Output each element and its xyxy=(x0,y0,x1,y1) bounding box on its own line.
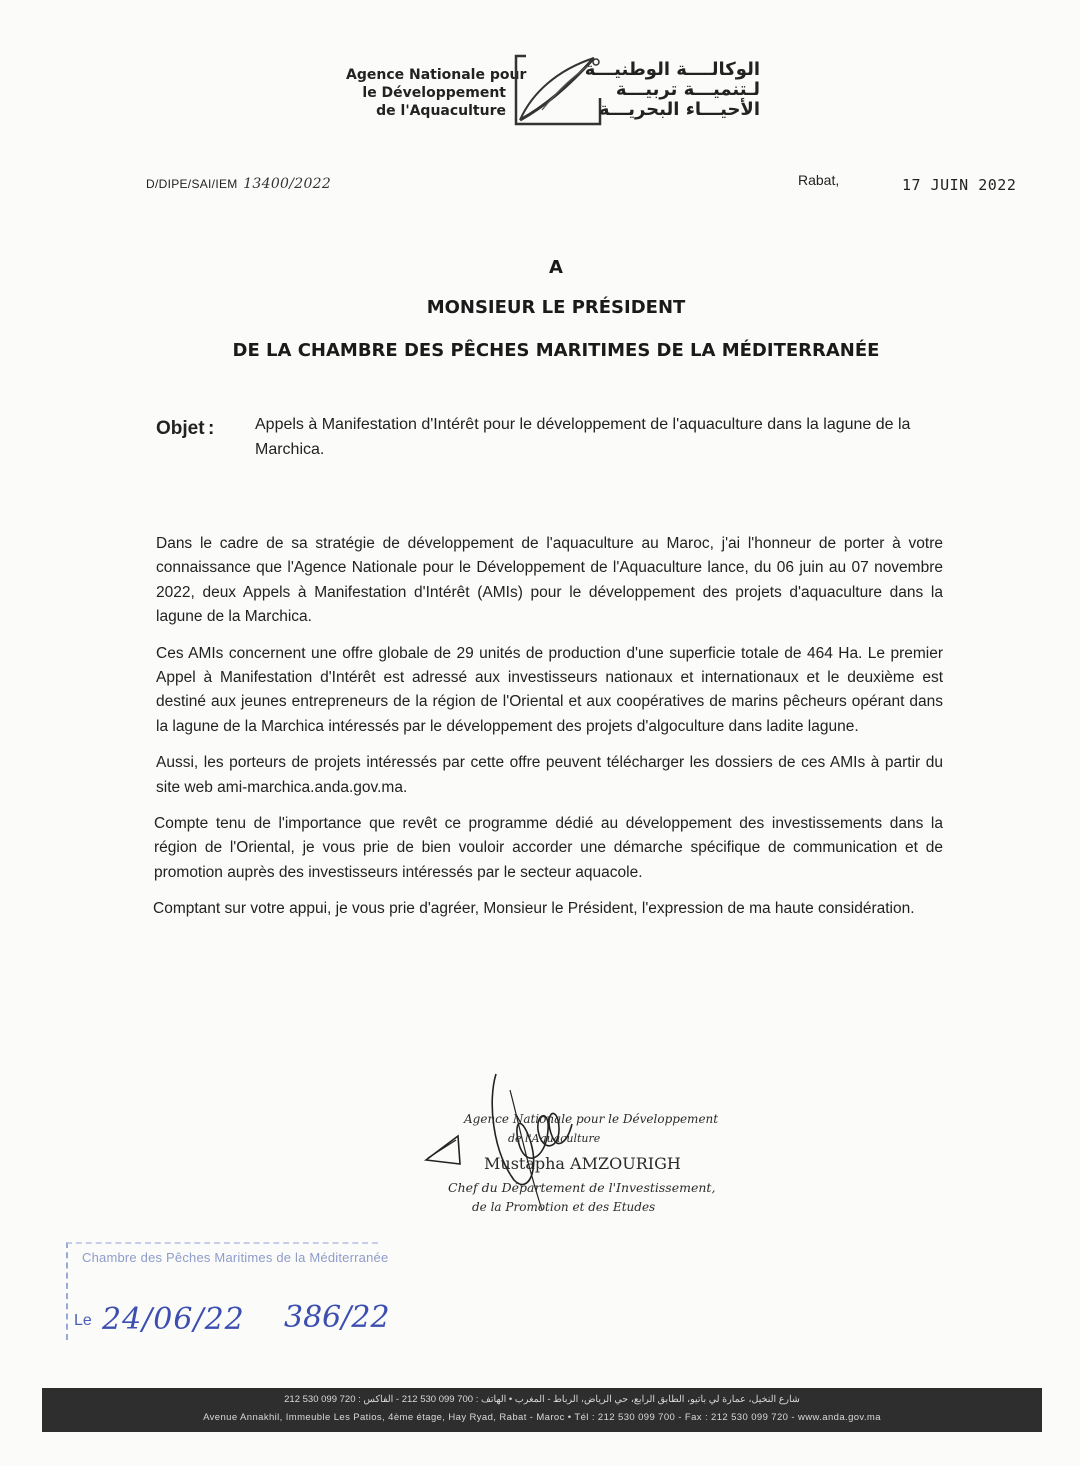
reference-number: 13400/2022 xyxy=(243,176,332,192)
objet-label: Objet xyxy=(156,418,205,439)
objet-text: Appels à Manifestation d'Intérêt pour le développement de l'aquaculture dans la lagune de la Marchica. xyxy=(255,416,911,458)
org-ar-line: الوكالــــة الوطنيـــة xyxy=(584,59,760,80)
body-paragraph: Comptant sur votre appui, je vous prie d'agréer, Monsieur le Président, l'expression de ma haute considération. xyxy=(153,900,915,918)
org-name-ar xyxy=(584,59,760,120)
objet-colon: : xyxy=(208,418,215,439)
date-stamp: 17 JUIN 2022 xyxy=(902,176,1017,194)
signature-agency: Agence Nationale pour le Développement xyxy=(464,1112,719,1126)
body-paragraph: Compte tenu de l'importance que revêt ce programme dédié au développement des investissements dans la région de l'Oriental, je vous prie de bien vouloir accorder une démarche spécifique de communication et de promotion auprès des investisseurs intéressés par le secteur aquacole. xyxy=(154,815,943,881)
addressee-a: A xyxy=(549,257,563,278)
reference-code: D/DIPE/SAI/IEM xyxy=(146,177,238,191)
signature-block xyxy=(418,1060,718,1225)
footer-address-ar: شارع النخيل، عمارة لي باتيو، الطابق الرابع، حي الرياض، الرباط - المغرب • الهاتف : 700 099 530 212 - الفاكس : 720 099 530 212 xyxy=(284,1394,800,1405)
org-fr-line: le Développement xyxy=(362,85,506,101)
addressee-line2: DE LA CHAMBRE DES PÊCHES MARITIMES DE LA MÉDITERRANÉE xyxy=(232,340,880,361)
signatory-name: Mustapha AMZOURIGH xyxy=(484,1154,681,1173)
signature-agency-2: de l'Aquaculture xyxy=(508,1132,601,1145)
reference xyxy=(146,176,331,192)
place: Rabat, xyxy=(798,172,840,188)
addressee-line1: MONSIEUR LE PRÉSIDENT xyxy=(426,297,686,318)
org-ar-line: لـتنميـــة تربيـــة xyxy=(615,79,760,100)
body-paragraph: Dans le cadre de sa stratégie de développement de l'aquaculture au Maroc, j'ai l'honneur de porter à votre connaissance que l'Agence Nationale pour le Développement de l'Aquaculture lance, du 06 juin au 07 novembre 2022, deux Appels à Manifestation d'Intérêt (AMIs) pour le développement des projets d'aquaculture dans la lagune de la Marchica. xyxy=(156,535,943,626)
signatory-title-2: de la Promotion et des Etudes xyxy=(472,1200,656,1214)
body-paragraph: Ces AMIs concernent une offre globale de 29 unités de production d'une superficie totale de 464 Ha. Le premier Appel à Manifestation d'Intérêt est adressé aux investisseurs nationaux et internationaux et le deuxième est destiné aux jeunes entrepreneurs de la région de l'Oriental et aux coopératives de marins pêcheurs opérant dans la lagune de la Marchica intéressés par le développement des projets d'algoculture dans ladite lagune. xyxy=(156,644,943,735)
body-paragraph: Aussi, les porteurs de projets intéressés par cette offre peuvent télécharger les dossiers de ces AMIs à partir du site web ami-marchica.anda.gov.ma. xyxy=(156,754,943,796)
org-ar-line: الأحيـــاء البحريـــة xyxy=(598,99,760,120)
org-name-fr xyxy=(346,66,527,120)
stamp-title: Chambre des Pêches Maritimes de la Méditerranée xyxy=(82,1250,389,1265)
org-fr-line: de l'Aquaculture xyxy=(376,103,506,119)
footer-bar xyxy=(42,1388,1042,1432)
stamp-date: 24/06/22 xyxy=(102,1302,245,1337)
signatory-title: Chef du Département de l'Investissement, xyxy=(448,1180,716,1195)
stamp-number: 386/22 xyxy=(284,1300,390,1335)
footer-address-fr: Avenue Annakhil, Immeuble Les Patios, 4ème étage, Hay Ryad, Rabat - Maroc • Tél : 212 530 099 700 - Fax : 212 530 099 720 - www.anda.gov.ma xyxy=(203,1412,881,1423)
stamp-le: Le xyxy=(74,1312,92,1329)
letter-body xyxy=(153,532,943,934)
org-fr-line: Agence Nationale pour xyxy=(346,67,527,83)
reception-stamp xyxy=(66,1242,390,1350)
